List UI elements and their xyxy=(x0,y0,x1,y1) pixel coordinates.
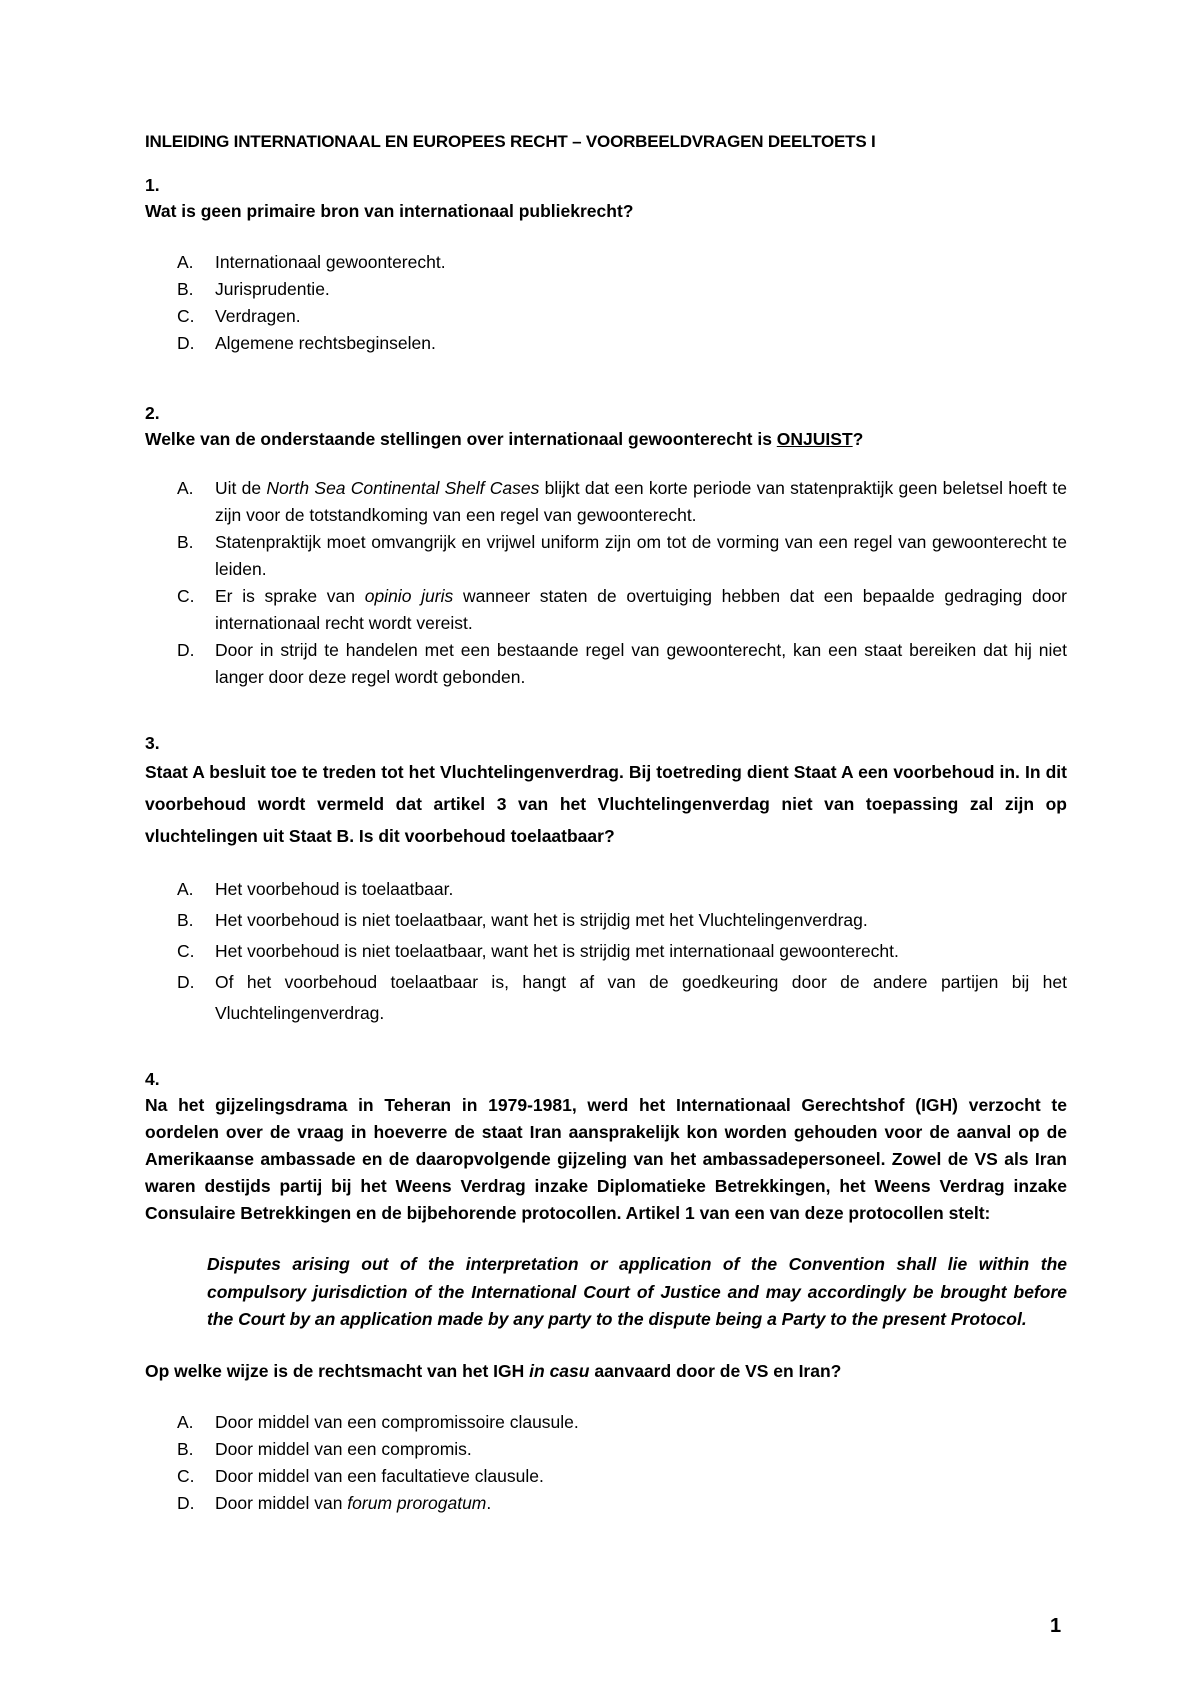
question-text: Na het gijzelingsdrama in Teheran in 1979-1981, werd het Internationaal Gerechtshof (IGH) verzocht te oordelen over de vraag in hoeverre de staat Iran aansprakelijk kon worden gehouden voor de aanval op de Amerikaanse ambassade en de daaropvolgende gijzeling van het ambassadepersoneel. Zowel de VS als Iran waren destijds partij bij het Weens Verdrag inzake Diplomatieke Betrekkingen, het Weens Verdrag inzake Consulaire Betrekkingen en de bijbehorende protocollen. Artikel 1 van een van deze protocollen stelt: xyxy=(145,1095,1067,1223)
option-letter: C. xyxy=(177,1465,195,1486)
option-b xyxy=(145,529,1067,583)
option-text: Door middel van een facultatieve clausule. xyxy=(215,1465,544,1486)
question-text: Wat is geen primaire bron van internationaal publiekrecht? xyxy=(145,201,634,221)
option-text: Jurisprudentie. xyxy=(215,279,330,299)
option-text: Of het voorbehoud toelaatbaar is, hangt af van de goedkeuring door de andere partijen bij het Vluchtelingenverdrag. xyxy=(215,972,1067,1023)
option-a xyxy=(145,874,1067,905)
option-text: Statenpraktijk moet omvangrijk en vrijwel uniform zijn om tot de vorming van een regel van gewoonterecht te leiden. xyxy=(215,532,1067,579)
option-text: Internationaal gewoonterecht. xyxy=(215,252,446,272)
document-title: INLEIDING INTERNATIONAAL EN EUROPEES RECHT – VOORBEELDVRAGEN DEELTOETS I xyxy=(145,132,876,151)
option-text: Door middel van een compromis. xyxy=(215,1438,472,1459)
option-c xyxy=(145,1463,1067,1490)
option-c xyxy=(145,583,1067,637)
option-text: Verdragen. xyxy=(215,306,301,326)
underlined-emphasis: ONJUIST xyxy=(776,429,853,449)
option-letter: B. xyxy=(177,532,194,552)
option-letter: C. xyxy=(177,941,195,961)
answer-options xyxy=(145,249,1067,357)
option-text: Het voorbehoud is toelaatbaar. xyxy=(215,879,454,899)
option-text: Er is sprake van opinio juris wanneer staten de overtuiging hebben dat een bepaalde gedraging door internationaal recht wordt vereist. xyxy=(215,586,1068,633)
option-letter: B. xyxy=(177,1438,194,1459)
option-letter: D. xyxy=(177,1492,195,1513)
option-letter: D. xyxy=(177,972,195,992)
option-a xyxy=(145,475,1067,529)
answer-options xyxy=(145,1409,1067,1517)
option-a xyxy=(145,249,1067,276)
option-b xyxy=(145,276,1067,303)
followup-question: Op welke wijze is de rechtsmacht van het IGH in casu aanvaard door de VS en Iran? xyxy=(145,1360,842,1381)
option-letter: B. xyxy=(177,279,194,299)
option-d xyxy=(145,967,1067,1029)
option-letter: C. xyxy=(177,586,195,606)
option-a xyxy=(145,1409,1067,1436)
latin-term: opinio juris xyxy=(364,586,454,606)
option-letter: A. xyxy=(177,252,194,272)
page-number: 1 xyxy=(1050,1615,1062,1637)
protocol-quote: Disputes arising out of the interpretation or application of the Convention shall lie within the compulsory jurisdiction of the International Court of Justice and may accordingly be brought before the Court by an application made by any party to the dispute being a Party to the present Protocol. xyxy=(207,1254,1067,1329)
option-b xyxy=(145,1436,1067,1463)
option-text: Uit de North Sea Continental Shelf Cases blijkt dat een korte periode van statenpraktijk geen beletsel hoeft te zijn voor de totstandkoming van een regel van gewoonterecht. xyxy=(215,478,1067,525)
option-letter: D. xyxy=(177,333,195,353)
question-4 xyxy=(145,1066,1067,1517)
question-number: 1. xyxy=(145,175,160,195)
case-name: North Sea Continental Shelf Cases xyxy=(266,478,540,498)
question-1 xyxy=(145,172,1067,357)
answer-options xyxy=(145,475,1067,691)
option-letter: D. xyxy=(177,640,195,660)
option-d xyxy=(145,330,1067,357)
option-letter: A. xyxy=(177,1411,194,1432)
option-letter: C. xyxy=(177,306,195,326)
option-text: Het voorbehoud is niet toelaatbaar, want het is strijdig met internationaal gewoonterecht. xyxy=(215,941,899,961)
answer-options xyxy=(145,874,1067,1029)
option-b xyxy=(145,905,1067,936)
option-c xyxy=(145,936,1067,967)
latin-term: in casu xyxy=(529,1360,590,1381)
option-d xyxy=(145,637,1067,691)
option-text: Door middel van forum prorogatum. xyxy=(215,1492,492,1513)
latin-term: forum prorogatum xyxy=(347,1492,487,1513)
question-2 xyxy=(145,400,1067,691)
option-c xyxy=(145,303,1067,330)
option-text: Het voorbehoud is niet toelaatbaar, want het is strijdig met het Vluchtelingenverdrag. xyxy=(215,910,868,930)
option-letter: A. xyxy=(177,879,194,899)
option-letter: B. xyxy=(177,910,194,930)
question-text: Staat A besluit toe te treden tot het Vluchtelingenverdrag. Bij toetreding dient Staat A een voorbehoud in. In dit voorbehoud wordt vermeld dat artikel 3 van het Vluchtelingenverdag niet van toepassing zal zijn op vluchtelingen uit Staat B. Is dit voorbehoud toelaatbaar? xyxy=(145,762,1067,846)
option-letter: A. xyxy=(177,478,194,498)
question-number: 3. xyxy=(145,733,160,753)
question-text: Welke van de onderstaande stellingen over internationaal gewoonterecht is ONJUIST? xyxy=(145,429,864,449)
option-text: Door middel van een compromissoire clausule. xyxy=(215,1411,579,1432)
option-d xyxy=(145,1490,1067,1517)
question-number: 2. xyxy=(145,403,160,423)
question-number: 4. xyxy=(145,1069,160,1089)
question-3 xyxy=(145,730,1067,1029)
option-text: Door in strijd te handelen met een bestaande regel van gewoonterecht, kan een staat bereiken dat hij niet langer door deze regel wordt gebonden. xyxy=(215,640,1067,687)
option-text: Algemene rechtsbeginselen. xyxy=(215,333,436,353)
